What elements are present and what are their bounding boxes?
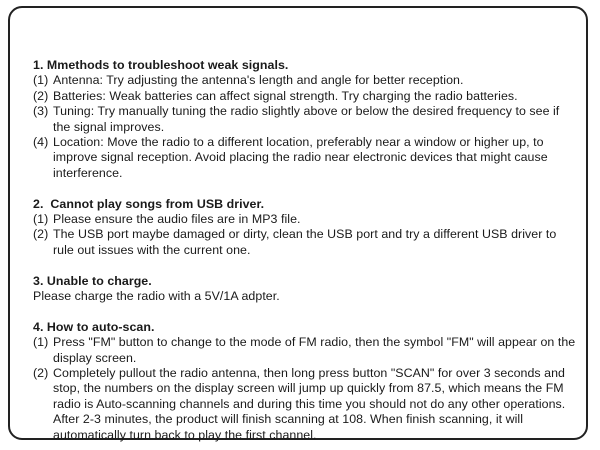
item-number: (2) [33, 227, 49, 242]
item-text: Press "FM" button to change to the mode of FM radio, then the symbol "FM" will appear on the display screen. [53, 335, 576, 365]
item-text: Please ensure the audio files are in MP3 file. [53, 212, 301, 227]
list-item [33, 89, 578, 104]
item-text: Tuning: Try manually tuning the radio slightly above or below the desired frequency to see if the signal improves. [53, 104, 560, 134]
item-number: (4) [33, 135, 49, 150]
section-charging [33, 274, 578, 305]
list-item [33, 212, 578, 227]
section-body: Please charge the radio with a 5V/1A adpter. [33, 289, 280, 304]
item-number: (1) [33, 212, 49, 227]
item-text: Completely pullout the radio antenna, then long press button "SCAN" for over 3 seconds and stop, the numbers on the display screen will jump up quickly from 87.5, which means the FM radio is Auto-scanning channels and during this time you should not do any other operations. After 2-3 minutes, the product will finish scanning at 108. When finish scanning, it will automatically turn back to play the first channel. [53, 366, 566, 442]
item-text: Batteries: Weak batteries can affect signal strength. Try charging the radio batteries. [53, 88, 518, 103]
item-number: (1) [33, 335, 49, 350]
item-text: Antenna: Try adjusting the antenna's length and angle for better reception. [53, 73, 464, 88]
troubleshooting-content [33, 58, 578, 443]
section-heading: 4. How to auto-scan. [33, 319, 155, 334]
section-auto-scan [33, 320, 578, 443]
item-number: (2) [33, 88, 49, 103]
item-text: Location: Move the radio to a different location, preferably near a window or higher up, to improve signal reception. Avoid placing the radio near electronic devices that might cause interference. [53, 135, 548, 180]
item-number: (3) [33, 104, 49, 119]
list-item [33, 227, 578, 258]
list-item [33, 366, 578, 443]
section-heading: 3. Unable to charge. [33, 273, 152, 288]
list-item [33, 104, 578, 135]
section-weak-signals [33, 58, 578, 181]
section-heading: 2. Cannot play songs from USB driver. [33, 196, 265, 211]
section-heading: 1. Mmethods to troubleshoot weak signals. [33, 58, 289, 72]
item-number: (1) [33, 73, 49, 88]
item-text: The USB port maybe damaged or dirty, clean the USB port and try a different USB driver to rule out issues with the current one. [53, 227, 557, 257]
list-item [33, 135, 578, 181]
list-item [33, 73, 578, 88]
item-number: (2) [33, 366, 49, 381]
section-usb-playback [33, 197, 578, 259]
list-item [33, 335, 578, 366]
